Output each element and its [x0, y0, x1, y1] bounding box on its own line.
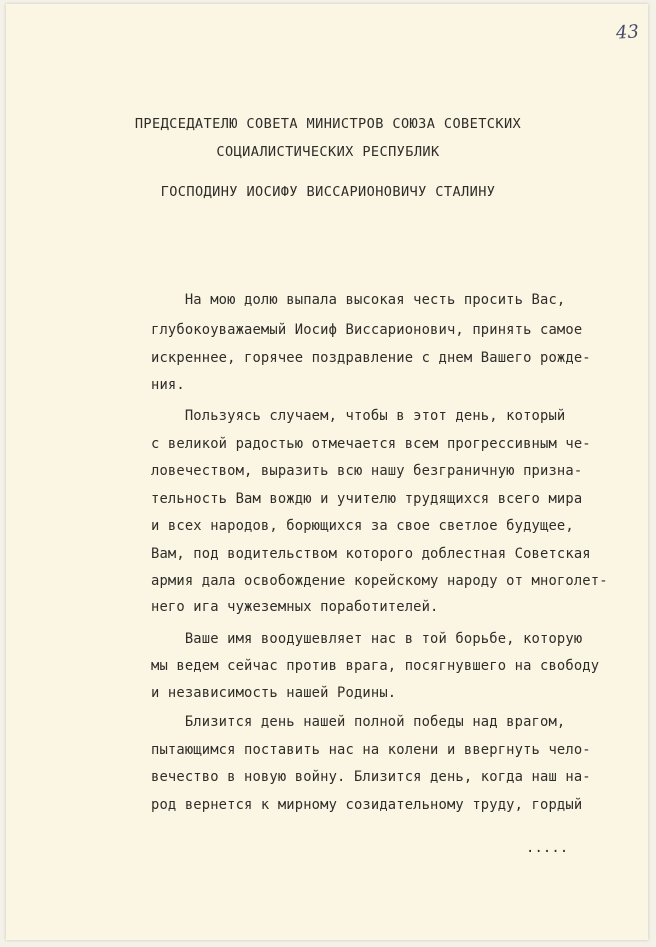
body-line: него ига чужеземных поработителей.: [151, 599, 439, 615]
handwritten-page-number: 43: [615, 21, 640, 44]
address-line-1: ПРЕДСЕДАТЕЛЮ СОВЕТА МИНИСТРОВ СОЮЗА СОВЕТСКИХ: [134, 116, 522, 132]
body-line: мы ведем сейчас против врага, посягнувшего на свободу: [151, 658, 600, 674]
body-line: вечество в новую войну. Близится день, когда наш на-: [151, 769, 591, 785]
body-line: Ваше имя воодушевляет нас в той борьбе, которую: [151, 631, 583, 647]
address-line-3: ГОСПОДИНУ ИОСИФУ ВИССАРИОНОВИЧУ СТАЛИНУ: [160, 184, 496, 200]
body-line: На мою долю выпала высокая честь просить Вас,: [151, 292, 566, 308]
body-line: и независимость нашей Родины.: [151, 685, 397, 701]
body-line: глубокоуважаемый Иосиф Виссарионович, принять самое: [151, 322, 583, 338]
body-line: искреннее, горячее поздравление с днем Вашего рожде-: [151, 350, 591, 366]
body-line: Близится день нашей полной победы над врагом,: [151, 714, 566, 730]
body-line: Вам, под водительством которого доблестная Советская: [151, 546, 591, 562]
body-line: пытающимся поставить нас на колени и ввергнуть чело-: [151, 742, 591, 758]
body-line: армия дала освобождение корейскому народу от многолет-: [151, 573, 608, 589]
body-line: с великой радостью отмечается всем прогрессивным че-: [151, 436, 591, 452]
body-line: ния.: [151, 377, 185, 393]
body-line: ловечеством, выразить всю нашу безграничную призна-: [151, 463, 583, 479]
body-line: род вернется к мирному созидательному труду, гордый: [151, 797, 583, 813]
body-line: тельность Вам вождю и учителю трудящихся всего мира: [151, 491, 583, 507]
continuation-mark: .....: [526, 840, 569, 856]
body-line: и всех народов, борющихся за свое светлое будущее,: [151, 518, 574, 534]
address-line-2: СОЦИАЛИСТИЧЕСКИХ РЕСПУБЛИК: [216, 144, 440, 160]
body-line: Пользуясь случаем, чтобы в этот день, который: [151, 408, 566, 424]
document-page: [6, 4, 648, 940]
